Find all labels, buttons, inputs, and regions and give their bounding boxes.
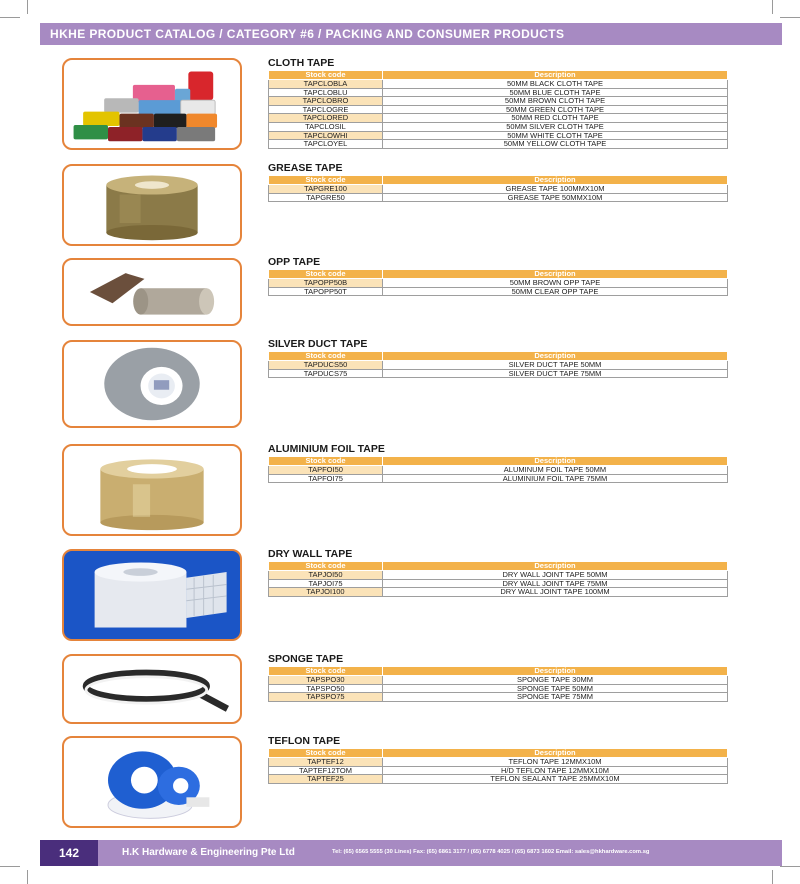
column-header-description: Description <box>383 176 728 185</box>
section-title: GREASE TAPE <box>268 162 343 174</box>
trim-mark <box>772 0 773 14</box>
stock-code: TAPCLOYEL <box>269 140 383 149</box>
description: 50MM BLUE CLOTH TAPE <box>383 88 728 97</box>
column-header-code: Stock code <box>269 352 383 361</box>
table-row <box>269 131 728 140</box>
column-header-code: Stock code <box>269 176 383 185</box>
table-row <box>269 193 728 202</box>
column-header-code: Stock code <box>269 457 383 466</box>
column-header-code: Stock code <box>269 270 383 279</box>
description: ALUMINUM FOIL TAPE 50MM <box>383 466 728 475</box>
description: 50MM SILVER CLOTH TAPE <box>383 122 728 131</box>
table-row <box>269 775 728 784</box>
table-row <box>269 571 728 580</box>
teflon-tape-section <box>268 734 727 784</box>
stock-code: TAPCLOBLA <box>269 80 383 89</box>
stock-code: TAPCLOBLU <box>269 88 383 97</box>
column-header-code: Stock code <box>269 749 383 758</box>
description: SILVER DUCT TAPE 75MM <box>383 369 728 378</box>
description: 50MM RED CLOTH TAPE <box>383 114 728 123</box>
description: ALUMINIUM FOIL TAPE 75MM <box>383 474 728 483</box>
column-header-code: Stock code <box>269 562 383 571</box>
grease-tape-section <box>268 161 727 202</box>
stock-code: TAPSPO75 <box>269 693 383 702</box>
description: 50MM YELLOW CLOTH TAPE <box>383 140 728 149</box>
trim-mark <box>780 866 800 867</box>
table-row <box>269 114 728 123</box>
cloth-tape-section <box>268 56 727 149</box>
stock-code: TAPFOI75 <box>269 474 383 483</box>
description: DRY WALL JOINT TAPE 75MM <box>383 579 728 588</box>
description: 50MM BROWN CLOTH TAPE <box>383 97 728 106</box>
sponge-tape-section <box>268 652 727 702</box>
description: H/D TEFLON TAPE 12MMX10M <box>383 766 728 775</box>
stock-code: TAPOPP50T <box>269 287 383 296</box>
silver-duct-tape-photo <box>62 340 242 428</box>
section-title: SILVER DUCT TAPE <box>268 338 368 350</box>
stock-code: TAPJOI50 <box>269 571 383 580</box>
table-row <box>269 122 728 131</box>
stock-code: TAPTEF25 <box>269 775 383 784</box>
stock-code: TAPJOI75 <box>269 579 383 588</box>
column-header-code: Stock code <box>269 71 383 80</box>
catalog-header <box>40 23 782 45</box>
stock-code: TAPSPO30 <box>269 676 383 685</box>
column-header-description: Description <box>383 270 728 279</box>
table-row <box>269 684 728 693</box>
column-header-description: Description <box>383 667 728 676</box>
column-header-description: Description <box>383 71 728 80</box>
page-number: 142 <box>40 840 98 866</box>
table-row <box>269 758 728 767</box>
opp-tape-section <box>268 255 727 296</box>
spec-table <box>268 666 728 702</box>
catalog-footer <box>40 840 782 866</box>
table-row <box>269 588 728 597</box>
stock-code: TAPFOI50 <box>269 466 383 475</box>
column-header-description: Description <box>383 562 728 571</box>
stock-code: TAPJOI100 <box>269 588 383 597</box>
description: GREASE TAPE 100MMX10M <box>383 185 728 194</box>
section-title: TEFLON TAPE <box>268 735 341 747</box>
column-header-description: Description <box>383 457 728 466</box>
table-row <box>269 766 728 775</box>
section-title: OPP TAPE <box>268 256 321 268</box>
trim-mark <box>780 17 800 18</box>
stock-code: TAPDUCS50 <box>269 361 383 370</box>
table-row <box>269 287 728 296</box>
stock-code: TAPCLOBRO <box>269 97 383 106</box>
description: 50MM BROWN OPP TAPE <box>383 279 728 288</box>
teflon-tape-photo <box>62 736 242 828</box>
description: GREASE TAPE 50MMX10M <box>383 193 728 202</box>
table-row <box>269 185 728 194</box>
stock-code: TAPCLOSIL <box>269 122 383 131</box>
table-row <box>269 466 728 475</box>
sponge-tape-photo <box>62 654 242 724</box>
stock-code: TAPGRE100 <box>269 185 383 194</box>
stock-code: TAPSPO50 <box>269 684 383 693</box>
column-header-description: Description <box>383 749 728 758</box>
stock-code: TAPCLOWHI <box>269 131 383 140</box>
spec-table <box>268 70 728 149</box>
table-row <box>269 105 728 114</box>
column-header-description: Description <box>383 352 728 361</box>
stock-code: TAPOPP50B <box>269 279 383 288</box>
table-row <box>269 579 728 588</box>
dry-wall-tape-section <box>268 547 727 597</box>
table-row <box>269 279 728 288</box>
description: SPONGE TAPE 30MM <box>383 676 728 685</box>
trim-mark <box>27 870 28 884</box>
dry-wall-tape-photo <box>62 549 242 641</box>
spec-table <box>268 351 728 378</box>
column-header-code: Stock code <box>269 667 383 676</box>
cloth-tape-photo <box>62 58 242 150</box>
table-row <box>269 693 728 702</box>
grease-tape-photo <box>62 164 242 246</box>
spec-table <box>268 269 728 296</box>
catalog-title: HKHE PRODUCT CATALOG / CATEGORY #6 / PACKING AND CONSUMER PRODUCTS <box>50 27 565 41</box>
section-title: CLOTH TAPE <box>268 57 335 69</box>
trim-mark <box>0 17 20 18</box>
table-row <box>269 140 728 149</box>
stock-code: TAPTEF12 <box>269 758 383 767</box>
spec-table <box>268 561 728 597</box>
spec-table <box>268 748 728 784</box>
company-name: H.K Hardware & Engineering Pte Ltd <box>122 847 295 858</box>
description: SPONGE TAPE 50MM <box>383 684 728 693</box>
spec-table <box>268 456 728 483</box>
description: DRY WALL JOINT TAPE 100MM <box>383 588 728 597</box>
description: TEFLON TAPE 12MMX10M <box>383 758 728 767</box>
section-title: SPONGE TAPE <box>268 653 344 665</box>
section-title: DRY WALL TAPE <box>268 548 353 560</box>
description: 50MM BLACK CLOTH TAPE <box>383 80 728 89</box>
description: SPONGE TAPE 75MM <box>383 693 728 702</box>
aluminium-foil-tape-section <box>268 442 727 483</box>
contact-info: Tel: (65) 6565 5555 (30 Lines) Fax: (65) 6861 3177 / (65) 6778 4025 / (65) 6873 1602 Email: sales@hkhardware.com.sg <box>332 849 650 855</box>
silver-duct-tape-section <box>268 337 727 378</box>
trim-mark <box>0 866 20 867</box>
description: 50MM GREEN CLOTH TAPE <box>383 105 728 114</box>
stock-code: TAPCLOGRE <box>269 105 383 114</box>
stock-code: TAPTEF12TOM <box>269 766 383 775</box>
table-row <box>269 369 728 378</box>
opp-tape-photo <box>62 258 242 326</box>
description: TEFLON SEALANT TAPE 25MMX10M <box>383 775 728 784</box>
trim-mark <box>772 870 773 884</box>
table-row <box>269 97 728 106</box>
trim-mark <box>27 0 28 14</box>
description: 50MM WHITE CLOTH TAPE <box>383 131 728 140</box>
table-row <box>269 361 728 370</box>
spec-table <box>268 175 728 202</box>
description: DRY WALL JOINT TAPE 50MM <box>383 571 728 580</box>
table-row <box>269 88 728 97</box>
stock-code: TAPGRE50 <box>269 193 383 202</box>
stock-code: TAPDUCS75 <box>269 369 383 378</box>
aluminium-foil-tape-photo <box>62 444 242 536</box>
stock-code: TAPCLORED <box>269 114 383 123</box>
table-row <box>269 474 728 483</box>
table-row <box>269 80 728 89</box>
description: SILVER DUCT TAPE 50MM <box>383 361 728 370</box>
table-row <box>269 676 728 685</box>
section-title: ALUMINIUM FOIL TAPE <box>268 443 385 455</box>
description: 50MM CLEAR OPP TAPE <box>383 287 728 296</box>
